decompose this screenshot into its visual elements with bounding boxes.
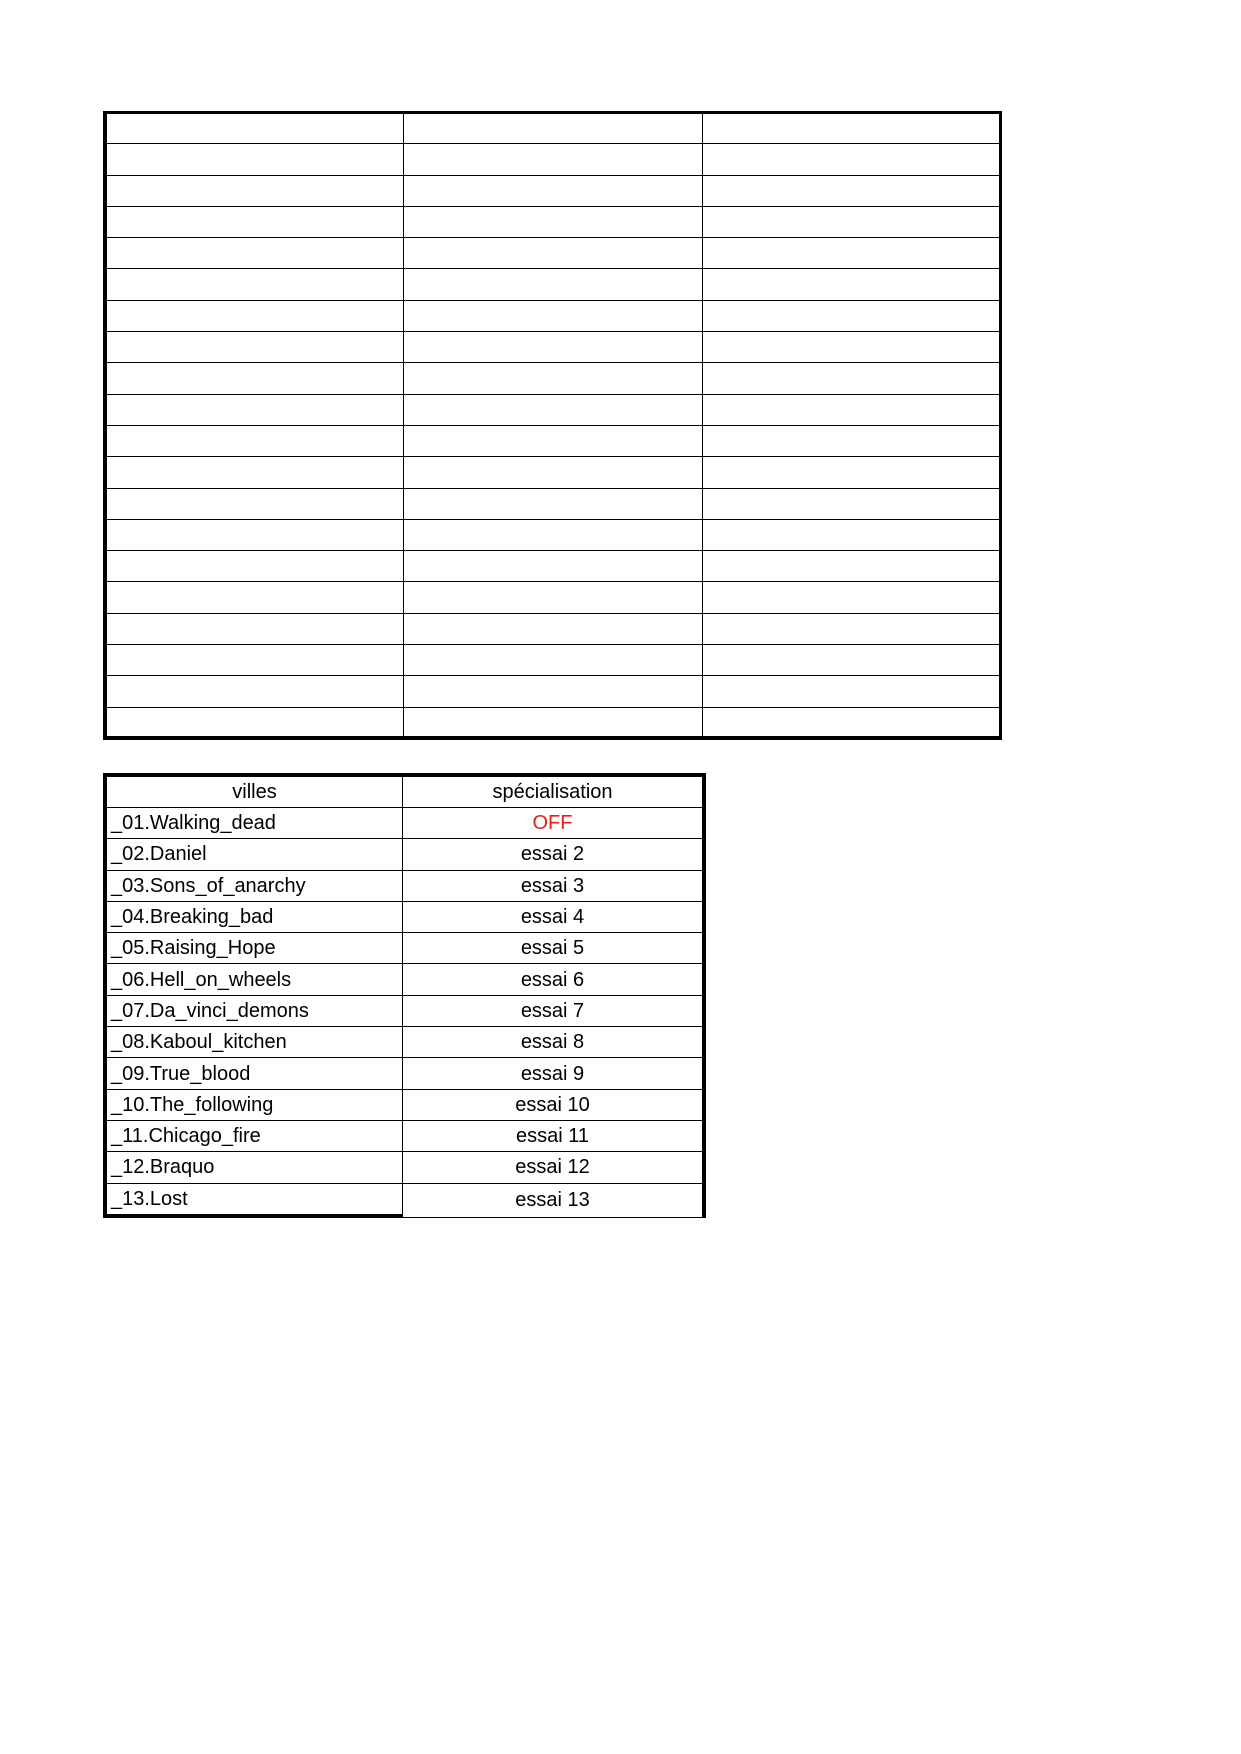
empty-cell[interactable]	[404, 238, 703, 269]
specialisation-cell[interactable]: essai 5	[403, 933, 706, 964]
header-specialisation[interactable]: spécialisation	[403, 773, 706, 808]
empty-cell[interactable]	[404, 175, 703, 206]
table-row	[103, 1121, 706, 1152]
empty-cell[interactable]	[404, 613, 703, 644]
empty-grid-row	[105, 645, 1001, 676]
empty-cell[interactable]	[702, 332, 1001, 363]
empty-cell[interactable]	[105, 519, 404, 550]
specialisation-cell[interactable]: essai 9	[403, 1058, 706, 1089]
empty-grid-row	[105, 425, 1001, 456]
empty-cell[interactable]	[404, 113, 703, 144]
empty-cell[interactable]	[105, 676, 404, 707]
empty-cell[interactable]	[702, 488, 1001, 519]
empty-cell[interactable]	[404, 425, 703, 456]
empty-cell[interactable]	[702, 206, 1001, 237]
empty-grid-row	[105, 332, 1001, 363]
empty-cell[interactable]	[404, 457, 703, 488]
ville-cell[interactable]: _07.Da_vinci_demons	[103, 996, 403, 1027]
empty-grid-row	[105, 488, 1001, 519]
table-row	[103, 996, 706, 1027]
ville-cell[interactable]: _05.Raising_Hope	[103, 933, 403, 964]
empty-cell[interactable]	[702, 707, 1001, 738]
empty-cell[interactable]	[702, 676, 1001, 707]
empty-grid-row	[105, 519, 1001, 550]
empty-cell[interactable]	[702, 645, 1001, 676]
empty-cell[interactable]	[105, 645, 404, 676]
ville-cell[interactable]: _01.Walking_dead	[103, 808, 403, 839]
empty-cell[interactable]	[105, 457, 404, 488]
empty-cell[interactable]	[105, 582, 404, 613]
empty-cell[interactable]	[702, 394, 1001, 425]
empty-grid-row	[105, 238, 1001, 269]
empty-cell[interactable]	[404, 300, 703, 331]
ville-cell[interactable]: _13.Lost	[103, 1184, 403, 1218]
empty-cell[interactable]	[702, 113, 1001, 144]
empty-cell[interactable]	[702, 582, 1001, 613]
empty-cell[interactable]	[105, 206, 404, 237]
empty-cell[interactable]	[404, 645, 703, 676]
specialisation-cell[interactable]: essai 13	[403, 1184, 706, 1218]
empty-cell[interactable]	[105, 144, 404, 175]
header-row	[103, 773, 706, 808]
empty-cell[interactable]	[702, 175, 1001, 206]
empty-cell[interactable]	[105, 394, 404, 425]
specialisation-cell[interactable]: essai 8	[403, 1027, 706, 1058]
specialisation-cell[interactable]: essai 7	[403, 996, 706, 1027]
empty-cell[interactable]	[702, 551, 1001, 582]
ville-cell[interactable]: _12.Braquo	[103, 1152, 403, 1183]
empty-cell[interactable]	[105, 332, 404, 363]
empty-cell[interactable]	[105, 113, 404, 144]
empty-grid-table	[103, 111, 1002, 740]
empty-cell[interactable]	[105, 613, 404, 644]
empty-grid-body	[105, 113, 1001, 739]
empty-cell[interactable]	[404, 332, 703, 363]
empty-cell[interactable]	[702, 269, 1001, 300]
empty-cell[interactable]	[105, 425, 404, 456]
table-row	[103, 964, 706, 995]
table-row	[103, 1090, 706, 1121]
empty-cell[interactable]	[105, 551, 404, 582]
table-row	[103, 1027, 706, 1058]
empty-grid-row	[105, 144, 1001, 175]
table-row	[103, 902, 706, 933]
empty-cell[interactable]	[404, 519, 703, 550]
empty-cell[interactable]	[105, 269, 404, 300]
ville-cell[interactable]: _03.Sons_of_anarchy	[103, 871, 403, 902]
empty-grid-row	[105, 457, 1001, 488]
table-row	[103, 839, 706, 870]
empty-cell[interactable]	[702, 363, 1001, 394]
empty-cell[interactable]	[404, 363, 703, 394]
empty-grid-row	[105, 206, 1001, 237]
ville-cell[interactable]: _04.Breaking_bad	[103, 902, 403, 933]
empty-cell[interactable]	[404, 269, 703, 300]
empty-cell[interactable]	[404, 707, 703, 738]
ville-cell[interactable]: _08.Kaboul_kitchen	[103, 1027, 403, 1058]
specialisation-cell[interactable]: essai 12	[403, 1152, 706, 1183]
specialisation-cell[interactable]: essai 11	[403, 1121, 706, 1152]
ville-cell[interactable]: _11.Chicago_fire	[103, 1121, 403, 1152]
empty-cell[interactable]	[404, 676, 703, 707]
empty-grid-row	[105, 394, 1001, 425]
specialisation-cell[interactable]: OFF	[403, 808, 706, 839]
ville-cell[interactable]: _09.True_blood	[103, 1058, 403, 1089]
empty-cell[interactable]	[105, 488, 404, 519]
empty-cell[interactable]	[404, 394, 703, 425]
villes-table	[103, 773, 706, 1218]
table-row	[103, 1058, 706, 1089]
table-row	[103, 808, 706, 839]
empty-cell[interactable]	[702, 457, 1001, 488]
empty-cell[interactable]	[702, 613, 1001, 644]
empty-grid-row	[105, 582, 1001, 613]
specialisation-cell[interactable]: essai 3	[403, 871, 706, 902]
empty-cell[interactable]	[404, 488, 703, 519]
empty-grid-row	[105, 707, 1001, 738]
empty-grid-row	[105, 551, 1001, 582]
ville-cell[interactable]: _02.Daniel	[103, 839, 403, 870]
empty-cell[interactable]	[702, 425, 1001, 456]
header-villes[interactable]: villes	[103, 773, 403, 808]
villes-table-body	[103, 773, 706, 1218]
empty-cell[interactable]	[702, 519, 1001, 550]
empty-cell[interactable]	[404, 582, 703, 613]
empty-cell[interactable]	[105, 363, 404, 394]
empty-cell[interactable]	[404, 206, 703, 237]
table-row	[103, 871, 706, 902]
specialisation-cell[interactable]: essai 2	[403, 839, 706, 870]
empty-cell[interactable]	[404, 551, 703, 582]
empty-cell[interactable]	[702, 300, 1001, 331]
empty-grid-row	[105, 175, 1001, 206]
empty-cell[interactable]	[105, 300, 404, 331]
table-row	[103, 1152, 706, 1183]
table-row	[103, 933, 706, 964]
empty-grid-row	[105, 113, 1001, 144]
empty-cell[interactable]	[404, 144, 703, 175]
empty-cell[interactable]	[702, 144, 1001, 175]
empty-grid-row	[105, 613, 1001, 644]
empty-grid-row	[105, 300, 1001, 331]
specialisation-cell[interactable]: essai 10	[403, 1090, 706, 1121]
empty-grid-row	[105, 676, 1001, 707]
table-row	[103, 1184, 706, 1218]
specialisation-cell[interactable]: essai 6	[403, 964, 706, 995]
empty-cell[interactable]	[702, 238, 1001, 269]
empty-grid-row	[105, 363, 1001, 394]
empty-grid-row	[105, 269, 1001, 300]
ville-cell[interactable]: _06.Hell_on_wheels	[103, 964, 403, 995]
empty-cell[interactable]	[105, 175, 404, 206]
specialisation-cell[interactable]: essai 4	[403, 902, 706, 933]
empty-cell[interactable]	[105, 707, 404, 738]
ville-cell[interactable]: _10.The_following	[103, 1090, 403, 1121]
empty-cell[interactable]	[105, 238, 404, 269]
